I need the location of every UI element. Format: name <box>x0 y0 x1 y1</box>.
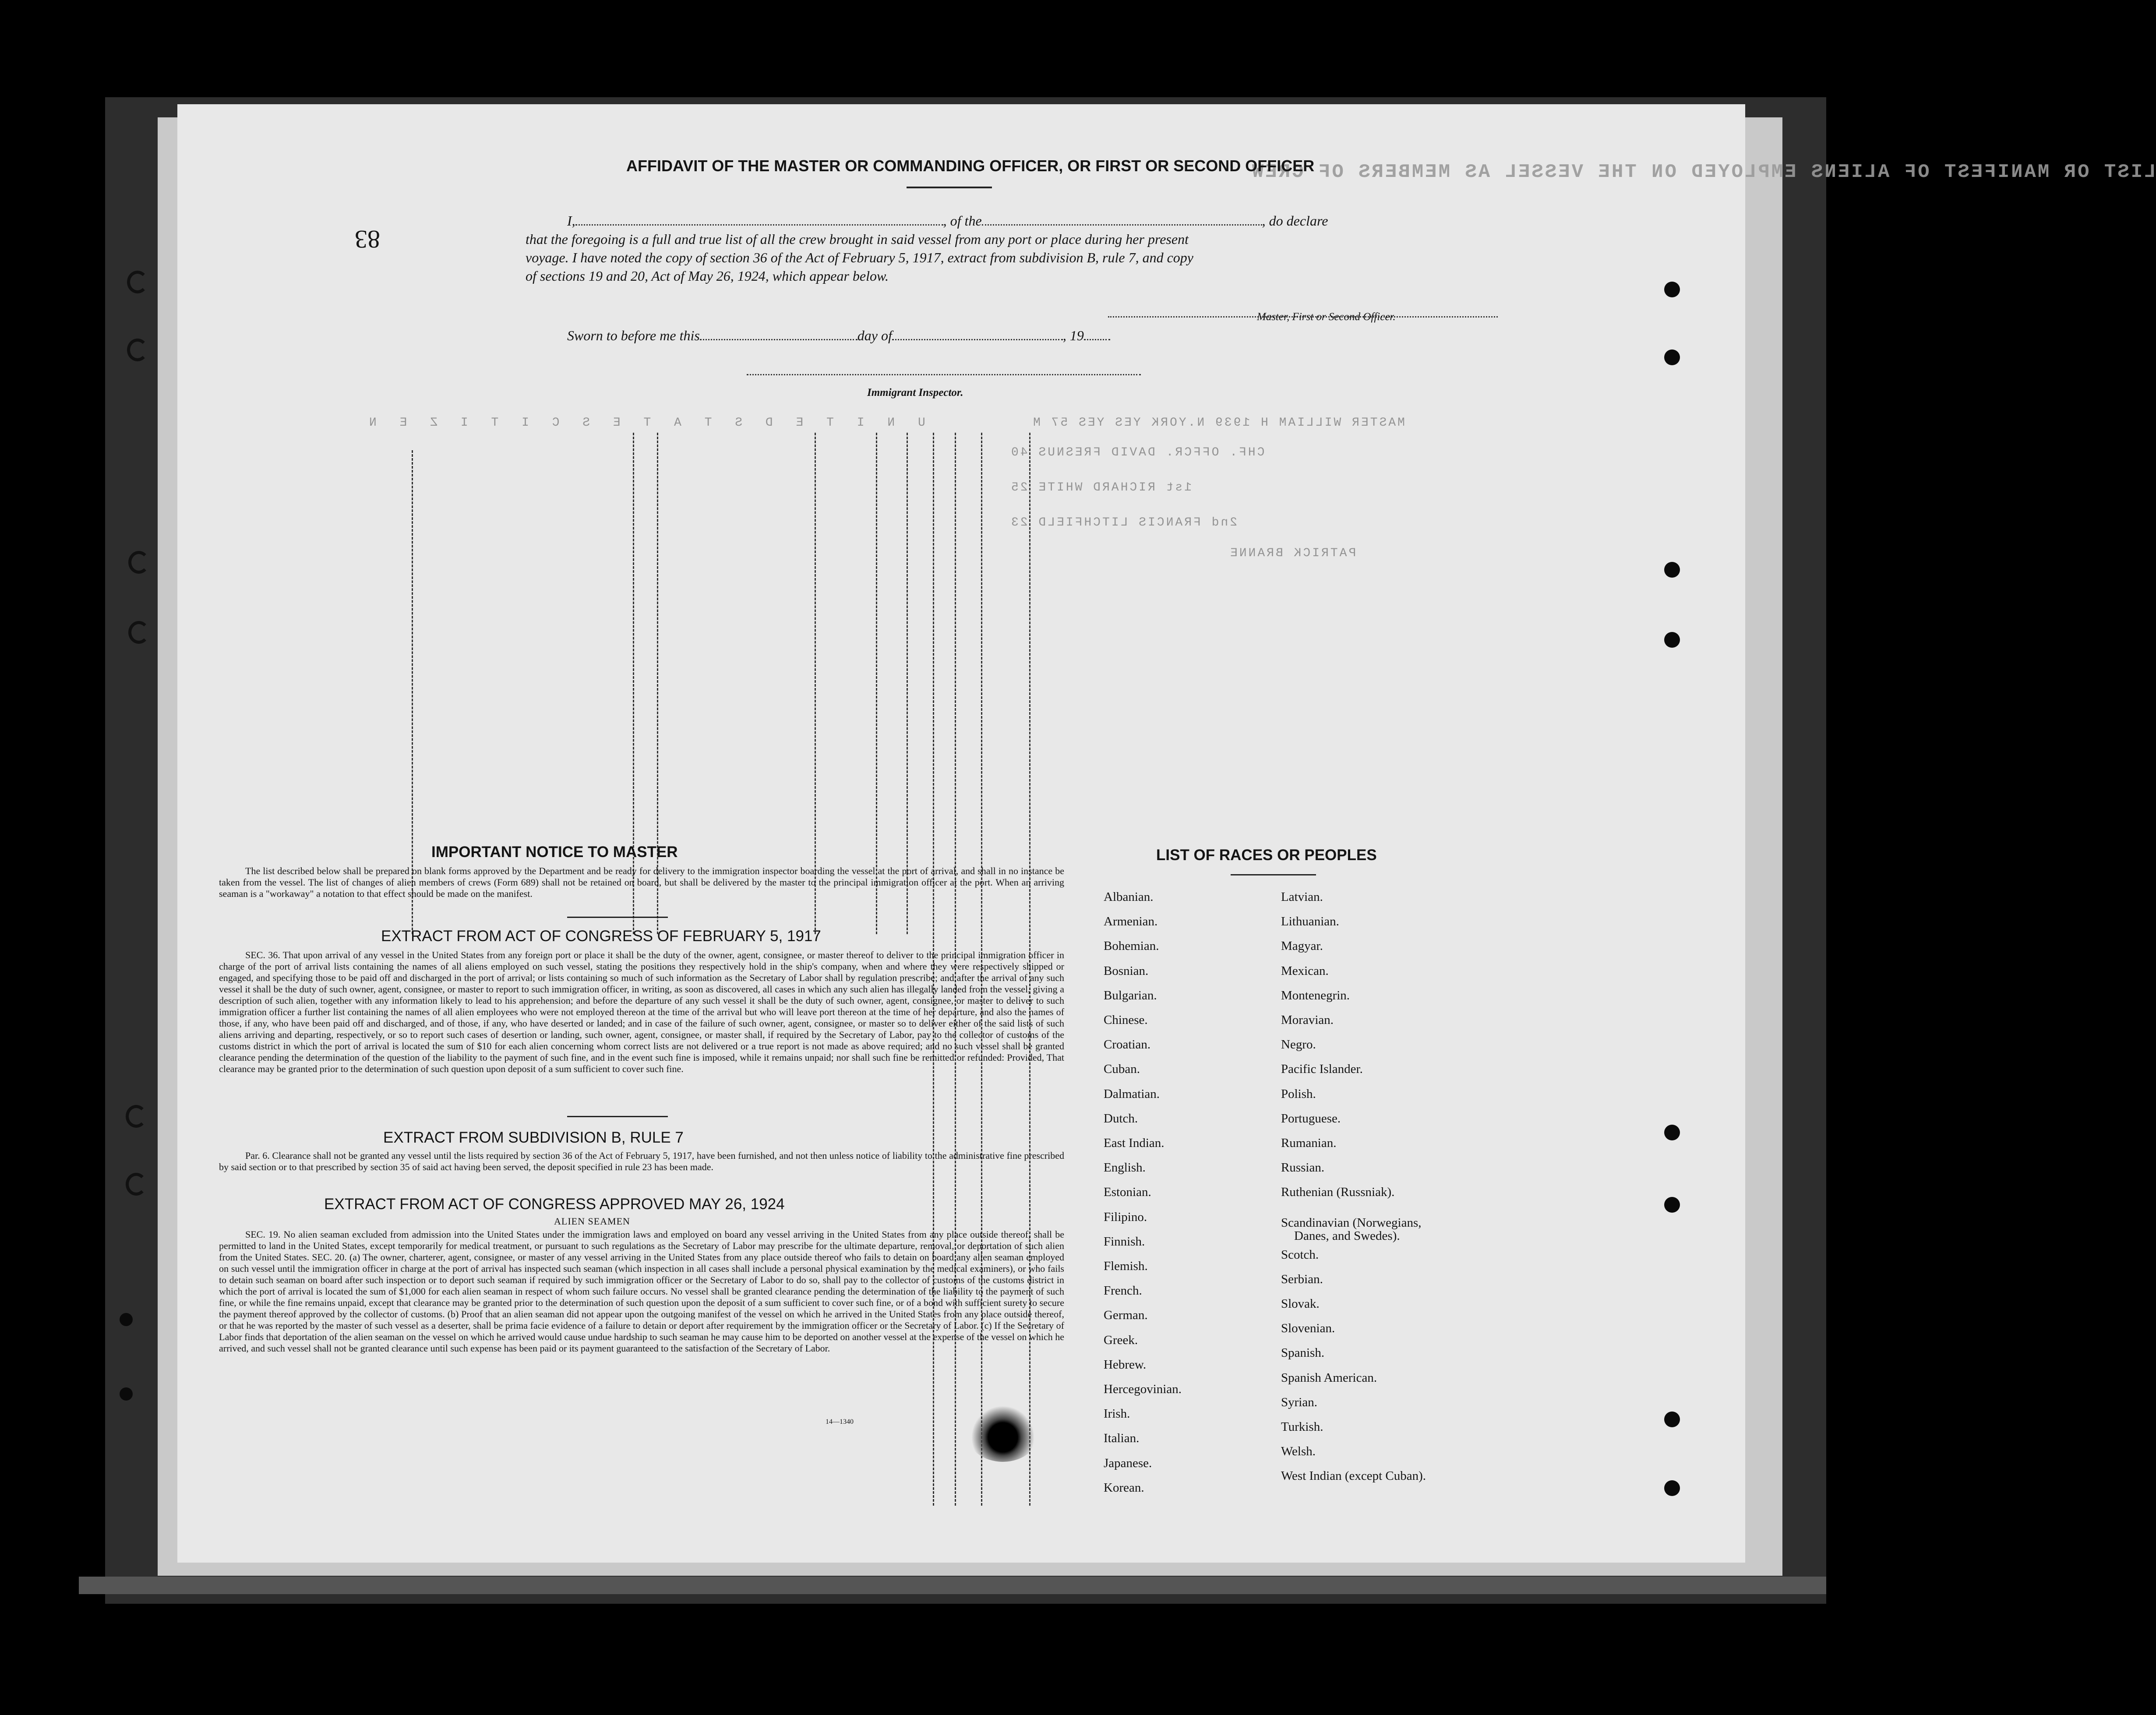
ghost-line: 2nd FRANCIS LITCHFIELD 23 <box>1009 516 1238 529</box>
binder-hole <box>1664 1125 1680 1140</box>
race-item: Finnish. <box>1104 1234 1145 1249</box>
binder-ring <box>128 551 149 574</box>
affidavit-line-4: of sections 19 and 20, Act of May 26, 1924, which appear below. <box>526 268 889 284</box>
binder-hole <box>1664 349 1680 365</box>
binder-hole <box>1664 282 1680 297</box>
binder-hole <box>1664 1197 1680 1213</box>
notice-text: The list described below shall be prepared on blank forms approved by the Department and be ready for delivery to the immigration inspector boarding the vessel at the port of arrival, and shall in no instance be taken from the vessel. The list of changes of alien members of crews (Form 689) shall not be retained on board, but shall be delivered by the master to the principal immigration officer at the port. When an arriving seaman is a "workaway" a notation to that effect should be made on the manifest. <box>219 865 1064 899</box>
column-rule <box>876 433 877 934</box>
column-rule <box>412 450 413 934</box>
binder-ring <box>128 621 149 644</box>
column-rule <box>907 433 908 934</box>
binder-ring <box>126 1173 147 1196</box>
binder-hole <box>1664 1412 1680 1427</box>
race-item: Ruthenian (Russniak). <box>1281 1185 1395 1200</box>
form-sheet <box>177 104 2156 1563</box>
ghost-line: 1st RICHARD WHITE 25 <box>1009 481 1192 494</box>
affidavit-do-declare: , do declare <box>1262 213 1328 229</box>
race-item: Flemish. <box>1104 1259 1148 1274</box>
binder-ring <box>127 271 148 293</box>
race-item: Spanish. <box>1281 1346 1325 1360</box>
race-item: Dalmatian. <box>1104 1087 1160 1101</box>
master-name-field[interactable] <box>575 214 943 226</box>
day-of-label: day of <box>857 328 892 343</box>
sworn-year-field[interactable] <box>1084 328 1110 340</box>
affidavit-line-1 <box>567 213 1328 229</box>
column-rule <box>815 433 816 934</box>
affidavit-title: AFFIDAVIT OF THE MASTER OR COMMANDING OFFICER, OR FIRST OR SECOND OFFICER <box>626 157 1315 175</box>
binder-hole <box>120 1313 133 1326</box>
affidavit-line-2: that the foregoing is a full and true list of all the crew brought in said vessel from any port or place during her present <box>526 231 1189 247</box>
race-item: Filipino. <box>1104 1210 1147 1224</box>
binder-hole <box>1664 1480 1680 1496</box>
race-item: Chinese. <box>1104 1013 1148 1027</box>
binder-hole <box>120 1387 133 1401</box>
race-item: Welsh. <box>1281 1444 1316 1459</box>
race-item: Russian. <box>1281 1161 1325 1175</box>
race-item: Hercegovinian. <box>1104 1382 1182 1397</box>
race-item: Bulgarian. <box>1104 988 1157 1002</box>
inspector-signature-field[interactable] <box>747 363 1141 375</box>
race-item: Cuban. <box>1104 1062 1140 1076</box>
form-code: 14—1340 <box>826 1418 854 1426</box>
extract-rule7-text: Par. 6. Clearance shall not be granted any vessel until the lists required by section 36 of the Act of February 5, 1917, have been furnished, and not then unless notice of liability to the administrative fine prescribed by said section or to that prescribed by section 35 of said act having been served, the deposit specified in rule 23 has been made. <box>219 1150 1064 1172</box>
affidavit-of-the: , of the <box>943 213 982 229</box>
extract-1917-title: EXTRACT FROM ACT OF CONGRESS OF FEBRUARY 5, 1917 <box>381 928 821 945</box>
race-item: Latvian. <box>1281 890 1323 904</box>
races-title: LIST OF RACES OR PEOPLES <box>1156 847 1377 864</box>
affidavit-i: I, <box>567 213 575 229</box>
race-item: Polish. <box>1281 1087 1316 1101</box>
ghost-line: U N I T E D S T A T E S C I T I Z E N <box>361 416 925 430</box>
race-item: Dutch. <box>1104 1111 1138 1126</box>
race-item: Italian. <box>1104 1431 1140 1446</box>
race-item: Hebrew. <box>1104 1357 1147 1372</box>
race-item: Albanian. <box>1104 890 1154 904</box>
inspector-caption: Immigrant Inspector. <box>867 387 963 399</box>
ghost-line: CHF. OFFCR. DAVID FRESNUS 40 <box>1009 446 1265 459</box>
race-item: French. <box>1104 1284 1142 1298</box>
race-item: Syrian. <box>1281 1395 1317 1409</box>
scan-bottom-strip <box>79 1577 1826 1594</box>
title-rule <box>907 187 992 188</box>
races-rule <box>1231 874 1316 875</box>
races-right-column <box>1281 885 1426 1489</box>
binder-ring <box>126 1105 147 1128</box>
race-item: Estonian. <box>1104 1185 1151 1200</box>
race-item: West Indian (except Cuban). <box>1281 1469 1426 1483</box>
sworn-month-field[interactable] <box>892 328 1063 340</box>
notice-title: IMPORTANT NOTICE TO MASTER <box>431 843 678 861</box>
race-item: Negro. <box>1281 1037 1316 1052</box>
binder-hole <box>1664 632 1680 648</box>
sworn-label: Sworn to before me this <box>567 328 700 343</box>
binder-hole <box>1664 562 1680 578</box>
binder-ring <box>127 339 148 361</box>
vessel-name-field[interactable] <box>982 214 1262 226</box>
sworn-line <box>567 328 1110 344</box>
extract-1924-text: SEC. 19. No alien seaman excluded from admission into the United States under the immigration laws and employed on board any vessel arriving in the United States from any place outside thereof, shall be permitted to land in the United States, except temporarily for medical treatment, or pursuant to such regulations as the Secretary of Labor may prescribe for the ultimate departure, removal, or deportation of such alien from the United States. SEC. 20. (a) The owner, charterer, agent, consignee, or master of any vessel arriving in the United States from any place outside thereof who fails to detain on board any alien seaman employed on such vessel until the immigration officer in charge at the port of arrival has inspected such seaman (which inspection in all cases shall include a personal physical examination by the medical examiners), or who fails to detain such seaman on board after such inspection or to deport such seaman if required by such immigration officer or the Secretary of Labor to do so, shall pay to the collector of customs of the customs district in which the port of arrival is located the sum of $1,000 for each alien seaman in respect of whom such failure occurs. No vessel shall be granted clearance pending the determination of the liability to the payment of such fine, or while the fine remains unpaid, except that clearance may be granted prior to the determination of such question upon the deposit of a sum sufficient to cover such fine, or of a bond with sufficient surety to secure the payment thereof approved by the collector of customs. (b) Proof that an alien seaman did not appear upon the outgoing manifest of the vessel on which he arrived in the United States from any place outside thereof, or that he was reported by the master of such vessel as a deserter, shall be prima facie evidence of a failure to detain or deport after requirement by the immigration officer or the Secretary of Labor. (c) If the Secretary of Labor finds that deportation of the alien seaman on the vessel on which he arrived would cause undue hardship to such seaman he may cause him to be deported on another vessel at the expense of the vessel on which he arrived, and such vessel shall not be granted clearance until such expense has been paid or its payment guaranteed to the satisfaction of the Secretary of Labor. <box>219 1229 1064 1354</box>
race-item: Lithuanian. <box>1281 914 1339 929</box>
race-item: Danes, and Swedes). <box>1294 1228 1400 1243</box>
ghost-header: LIST OR MANIFEST OF ALIENS EMPLOYED ON THE VESSEL AS MEMBERS OF CREW <box>1250 161 2156 183</box>
sworn-day-field[interactable] <box>700 328 857 340</box>
race-item: Japanese. <box>1104 1456 1152 1470</box>
year-prefix: , 19 <box>1062 328 1084 343</box>
race-item: Mexican. <box>1281 963 1329 978</box>
race-item: German. <box>1104 1308 1148 1323</box>
race-item: Scandinavian (Norwegians, <box>1281 1215 1422 1230</box>
race-item: East Indian. <box>1104 1136 1164 1150</box>
race-item: Scotch. <box>1281 1247 1319 1262</box>
ghost-line: MASTER WILLIAM H 1939 N.YORK YES YES 57 M <box>1031 416 1405 430</box>
extract-rule7-title: EXTRACT FROM SUBDIVISION B, RULE 7 <box>383 1129 684 1146</box>
race-item: Irish. <box>1104 1407 1130 1421</box>
extract-1924-subtitle: ALIEN SEAMEN <box>554 1216 630 1227</box>
race-item: English. <box>1104 1161 1146 1175</box>
race-item: Slovenian. <box>1281 1321 1335 1336</box>
affidavit-line-3: voyage. I have noted the copy of section 36 of the Act of February 5, 1917, extract from subdivision B, rule 7, and copy <box>526 250 1193 265</box>
race-item: Bohemian. <box>1104 939 1159 953</box>
race-item: Spanish American. <box>1281 1370 1377 1385</box>
ink-stamp <box>966 1401 1040 1462</box>
race-item: Serbian. <box>1281 1272 1323 1286</box>
section-rule <box>567 1116 668 1117</box>
extract-1924-title: EXTRACT FROM ACT OF CONGRESS APPROVED MAY 26, 1924 <box>324 1196 785 1213</box>
race-item: Turkish. <box>1281 1420 1323 1434</box>
race-item: Armenian. <box>1104 914 1158 929</box>
section-rule <box>567 917 668 918</box>
race-item: Moravian. <box>1281 1013 1334 1027</box>
race-item: Magyar. <box>1281 939 1323 953</box>
race-item: Greek. <box>1104 1333 1138 1347</box>
race-item: Slovak. <box>1281 1297 1320 1311</box>
extract-1917-text: SEC. 36. That upon arrival of any vessel in the United States from any foreign port or place it shall be the duty of the owner, agent, consignee, or master thereof to deliver to the principal immigration officer in charge of the port of arrival lists containing the names of all aliens employed on such vessel, stating the positions they respectively hold in the ship's company, when and where they were respectively shipped or engaged, and specifying those to be paid off and discharged in the port of arrival; or lists containing so much of such information as the Secretary of Labor shall by regulation prescribe; and after the arrival of any such vessel it shall be the duty of such owner, agent, consignee, or master to report to such immigration officer, in writing, as soon as discovered, all cases in which any such alien has illegally landed from the vessel, giving a description of such alien, together with any information likely to lead to his apprehension; and before the departure of any such vessel it shall be the duty of such owner, agent, consignee, or master to deliver to such immigration officer a further list containing the names of all alien employees who were not employed thereon at the time of the arrival but who will leave port thereon at the time of her departure, and also the names of those, if any, who have been paid off and discharged, and of those, if any, who have deserted or landed; and in case of the failure of such owner, agent, consignee, or master so to deliver either of the said lists of such aliens arriving and departing, respectively, or so to report such cases of desertion or landing, such owner, agent, consignee, or master shall, if required by the Secretary of Labor, pay to the collector of customs of the customs district in which the port of arrival is located the sum of $10 for each alien concerning whom correct lists are not delivered or a true report is not made as above required; and no such vessel shall be granted clearance pending the determination of the question of the liability to the payment of such fine, and in the event such fine is imposed, while it remains unpaid; nor shall such fine be remitted or refunded: Provided, That clearance may be granted prior to the determination of such question upon deposit of a sum sufficient to cover such fine. <box>219 949 1064 1074</box>
race-item: Pacific Islander. <box>1281 1062 1363 1076</box>
race-item: Portuguese. <box>1281 1111 1341 1126</box>
race-item: Rumanian. <box>1281 1136 1337 1150</box>
race-item: Croatian. <box>1104 1037 1151 1052</box>
margin-number: 83 <box>355 225 380 254</box>
ghost-line: PATRICK BRANNE <box>1228 547 1356 560</box>
race-item: Bosnian. <box>1104 963 1149 978</box>
race-item: Montenegrin. <box>1281 988 1350 1002</box>
master-caption: Master, First or Second Officer. <box>1257 311 1396 323</box>
race-item: Korean. <box>1104 1480 1144 1495</box>
races-left-column <box>1104 885 1182 1500</box>
